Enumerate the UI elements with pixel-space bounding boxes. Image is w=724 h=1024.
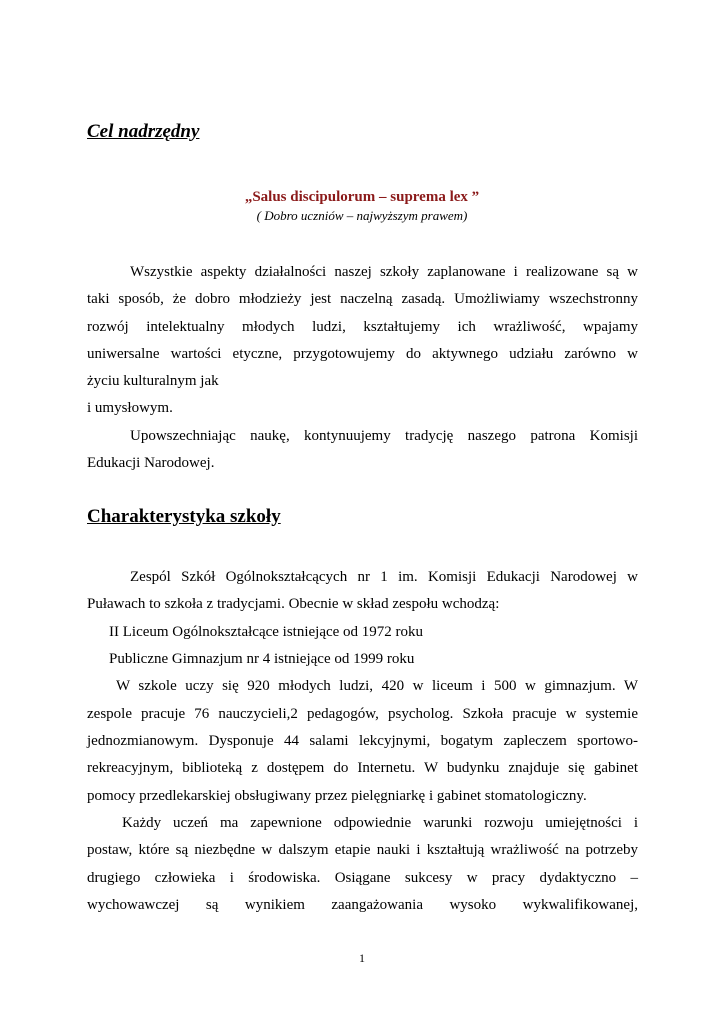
profile-para2-line-5: pomocy przedlekarskiej obsługiwany przez pielęgniarkę i gabinet stomatologiczny. <box>87 788 587 804</box>
profile-para3-line-4: wychowawczej są wynikiem zaangażowania wysoko wykwalifikowanej, <box>87 897 638 913</box>
school-list-item-1: II Liceum Ogólnokształcące istniejące od 1972 roku <box>109 624 424 640</box>
profile-para3-line-3: drugiego człowieka i środowiska. Osiągane sukcesy w pracy dydaktyczno – <box>87 870 638 886</box>
goal-para2-line-1: Upowszechniając naukę, kontynuujemy tradycję naszego patrona Komisji <box>130 428 638 444</box>
profile-para3-line-2: postaw, które są niezbędne w dalszym etapie nauki i kształtują wrażliwość na potrzeby <box>87 842 638 858</box>
motto-translation: ( Dobro uczniów – najwyższym prawem) <box>256 208 468 223</box>
goal-para1-line-3: rozwój intelektualny młodych ludzi, kształtujemy ich wrażliwość, wpajamy <box>87 319 638 335</box>
heading-profile: Charakterystyka szkoły <box>87 506 281 527</box>
goal-para1-line-6: i umysłowym. <box>87 400 173 416</box>
goal-para1-line-5: życiu kulturalnym jak <box>87 373 219 389</box>
profile-para2-line-3: jednozmianowym. Dysponuje 44 salami lekcyjnymi, bogatym zapleczem sportowo- <box>87 733 638 749</box>
school-list-item-2: Publiczne Gimnazjum nr 4 istniejące od 1999 roku <box>109 651 415 667</box>
profile-para3-line-1: Każdy uczeń ma zapewnione odpowiednie warunki rozwoju umiejętności i <box>122 815 638 831</box>
motto: „Salus discipulorum – suprema lex ” <box>244 189 480 205</box>
goal-para1-line-1: Wszystkie aspekty działalności naszej szkoły zaplanowane i realizowane są w <box>130 264 638 280</box>
profile-para1-line-1: Zespól Szkół Ogólnokształcących nr 1 im. Komisji Edukacji Narodowej w <box>130 569 638 585</box>
profile-para2-line-4: rekreacyjnym, biblioteką z dostępem do Internetu. W budynku znajduje się gabinet <box>87 760 638 776</box>
goal-para1-line-4: uniwersalne wartości etyczne, przygotowujemy do aktywnego udziału zarówno w <box>87 346 638 362</box>
goal-para1-line-2: taki sposób, że dobro młodzieży jest naczelną zasadą. Umożliwiamy wszechstronny <box>87 291 638 307</box>
profile-para1-line-2: Puławach to szkoła z tradycjami. Obecnie w skład zespołu wchodzą: <box>87 596 500 612</box>
goal-para2-line-2: Edukacji Narodowej. <box>87 455 215 471</box>
heading-goal: Cel nadrzędny <box>87 121 200 142</box>
profile-para2-line-2: zespole pracuje 76 nauczycieli,2 pedagogów, psycholog. Szkoła pracuje w systemie <box>87 706 638 722</box>
profile-para2-line-1: W szkole uczy się 920 młodych ludzi, 420 w liceum i 500 w gimnazjum. W <box>116 678 638 694</box>
page-number: 1 <box>359 951 365 965</box>
